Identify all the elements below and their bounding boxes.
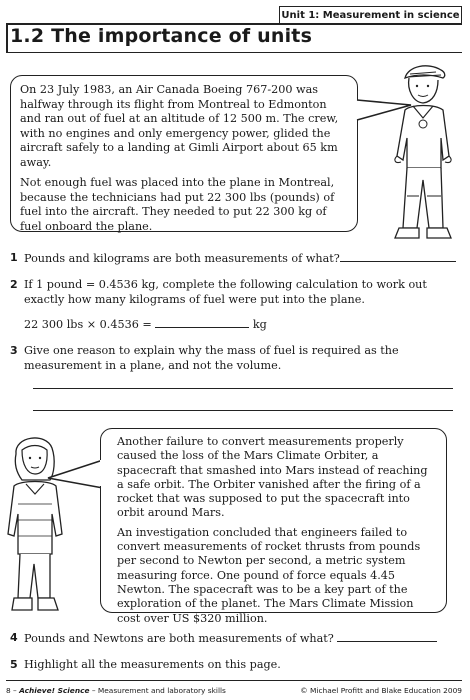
answer-line-3b[interactable] <box>33 410 453 411</box>
question-5-text: Highlight all the measurements on this page. <box>24 658 281 671</box>
page-title: 1.2 The importance of units <box>10 25 313 47</box>
answer-blank-1[interactable] <box>340 250 456 262</box>
story1-paragraph-1: On 23 July 1983, an Air Canada Boeing 767-200 was halfway through its flight from Montreal to Edmonton and ran out of fuel at an altitude of 12 500 m. The crew, with no engines and only emergency power, glided the aircraft safely to a landing at Gimli Airport about 65 km away. <box>20 83 339 169</box>
answer-blank-2[interactable] <box>155 316 249 328</box>
answer-blank-4[interactable] <box>337 630 437 642</box>
calculation-expression: 22 300 lbs × 0.4536 = <box>24 318 152 331</box>
copyright-notice: © Michael Profitt and Blake Education 2009 <box>300 686 462 695</box>
question-3-line-2: measurement in a plane, and not the volume. <box>24 359 282 372</box>
boy-figure <box>383 56 465 246</box>
question-3 <box>10 343 460 375</box>
answer-line-3a[interactable] <box>33 388 453 389</box>
footer-left: 8 – Achieve! Science – Measurement and laboratory skills <box>6 686 226 695</box>
story-bubble-mars-orbiter <box>100 428 447 625</box>
story2-paragraph-2: An investigation concluded that engineers failed to convert measurements of rocket thrusts from pounds per second to Newton per second, a metric system measuring force. One pound of force equals 4.45 Newton. The spacecraft was to be a key part of the exploration of the planet. The Mars Climate Mission cost over US $320 million. <box>117 525 421 625</box>
question-1-text: Pounds and kilograms are both measurements of what? <box>24 252 340 265</box>
story2-paragraph-1: Another failure to convert measurements properly caused the loss of the Mars Climate Orbiter, a spacecraft that smashed into Mars instead of reaching a safe orbit. The Orbiter vanished after the firing of a rocket that was supposed to put the spacecraft into orbit around Mars. <box>117 435 428 520</box>
question-3-line-1: Give one reason to explain why the mass of fuel is required as the <box>24 344 399 357</box>
question-1-number: 1 <box>10 251 18 264</box>
speech-bubble-tail-2 <box>46 458 104 498</box>
question-5-number: 5 <box>10 658 18 671</box>
question-1 <box>10 250 460 266</box>
question-5 <box>10 657 460 673</box>
question-4-text: Pounds and Newtons are both measurements of what? <box>24 632 334 645</box>
question-2-line-1: If 1 pound = 0.4536 kg, complete the following calculation to work out <box>24 278 427 291</box>
page-footer <box>6 680 462 695</box>
series-title: Achieve! Science <box>19 686 90 695</box>
page-number: 8 <box>6 686 11 695</box>
question-4-number: 4 <box>10 631 18 644</box>
bubble-tail-cover <box>100 460 103 486</box>
book-subtitle: Measurement and laboratory skills <box>97 686 226 695</box>
question-4 <box>10 630 460 646</box>
question-2-line-2: exactly how many kilograms of fuel were put into the plane. <box>24 293 365 306</box>
story1-paragraph-2: Not enough fuel was placed into the plane in Montreal, because the technicians had put 22 300 lbs (pounds) of fuel into the aircraft. They needed to put 22 300 kg of fuel onboard the plane. <box>20 176 335 233</box>
story-bubble-air-canada <box>10 75 358 232</box>
question-3-number: 3 <box>10 344 18 357</box>
question-2 <box>10 277 460 337</box>
unit-label: Unit 1: Measurement in science <box>279 6 462 25</box>
question-2-number: 2 <box>10 278 18 291</box>
calculation-unit: kg <box>252 318 267 331</box>
